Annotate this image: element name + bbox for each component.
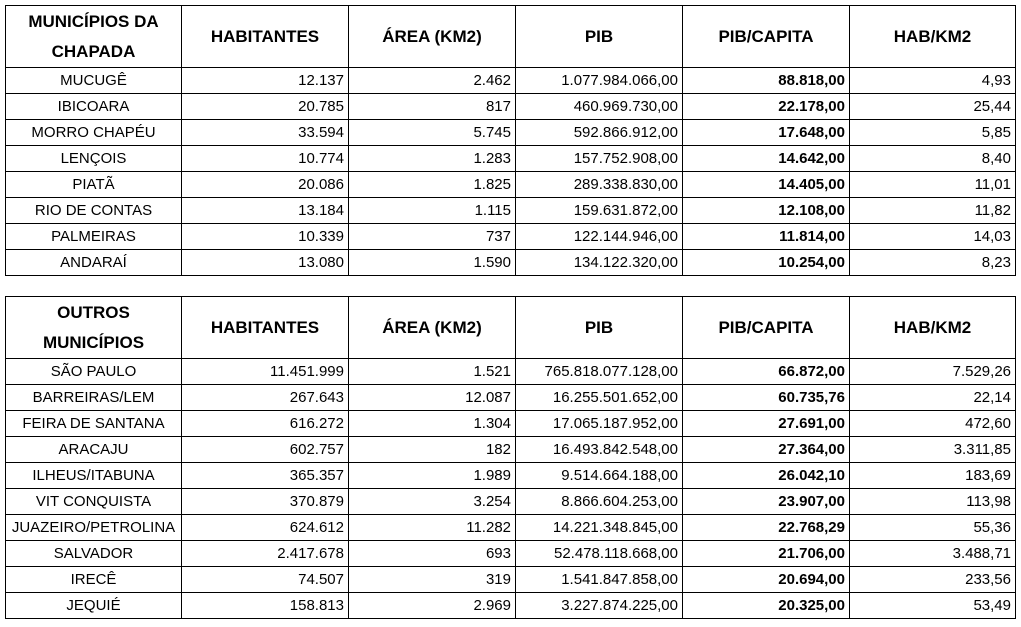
cell-area: 693 bbox=[349, 541, 516, 567]
cell-gdp: 3.227.874.225,00 bbox=[516, 593, 683, 619]
cell-gdp-per-capita: 27.691,00 bbox=[683, 411, 850, 437]
cell-gdp: 134.122.320,00 bbox=[516, 250, 683, 276]
cell-municipality: FEIRA DE SANTANA bbox=[6, 411, 182, 437]
header-row bbox=[6, 297, 1016, 359]
cell-area: 11.282 bbox=[349, 515, 516, 541]
cell-gdp-per-capita: 12.108,00 bbox=[683, 198, 850, 224]
cell-density: 22,14 bbox=[850, 385, 1016, 411]
cell-density: 183,69 bbox=[850, 463, 1016, 489]
table-row bbox=[6, 146, 1016, 172]
cell-municipality: SÃO PAULO bbox=[6, 359, 182, 385]
table-row bbox=[6, 198, 1016, 224]
cell-area: 12.087 bbox=[349, 385, 516, 411]
cell-population: 370.879 bbox=[182, 489, 349, 515]
cell-density: 55,36 bbox=[850, 515, 1016, 541]
cell-area: 737 bbox=[349, 224, 516, 250]
cell-population: 20.785 bbox=[182, 94, 349, 120]
table-row bbox=[6, 250, 1016, 276]
cell-population: 2.417.678 bbox=[182, 541, 349, 567]
cell-area: 182 bbox=[349, 437, 516, 463]
column-header-gdp: PIB bbox=[516, 297, 683, 359]
table-row bbox=[6, 385, 1016, 411]
cell-area: 1.304 bbox=[349, 411, 516, 437]
table-row bbox=[6, 224, 1016, 250]
cell-gdp: 8.866.604.253,00 bbox=[516, 489, 683, 515]
cell-population: 616.272 bbox=[182, 411, 349, 437]
cell-area: 2.462 bbox=[349, 68, 516, 94]
column-header-gdp-per-capita: PIB/CAPITA bbox=[683, 297, 850, 359]
table-row bbox=[6, 120, 1016, 146]
cell-population: 11.451.999 bbox=[182, 359, 349, 385]
cell-municipality: IBICOARA bbox=[6, 94, 182, 120]
cell-density: 3.488,71 bbox=[850, 541, 1016, 567]
cell-gdp-per-capita: 66.872,00 bbox=[683, 359, 850, 385]
table-row bbox=[6, 359, 1016, 385]
cell-area: 5.745 bbox=[349, 120, 516, 146]
cell-density: 5,85 bbox=[850, 120, 1016, 146]
cell-population: 10.339 bbox=[182, 224, 349, 250]
table-row bbox=[6, 515, 1016, 541]
cell-density: 233,56 bbox=[850, 567, 1016, 593]
cell-population: 267.643 bbox=[182, 385, 349, 411]
cell-population: 624.612 bbox=[182, 515, 349, 541]
cell-municipality: SALVADOR bbox=[6, 541, 182, 567]
chapada-municipalities-table bbox=[5, 5, 1016, 276]
cell-gdp: 159.631.872,00 bbox=[516, 198, 683, 224]
cell-density: 53,49 bbox=[850, 593, 1016, 619]
cell-gdp: 122.144.946,00 bbox=[516, 224, 683, 250]
cell-gdp-per-capita: 11.814,00 bbox=[683, 224, 850, 250]
cell-municipality: PIATÃ bbox=[6, 172, 182, 198]
cell-population: 74.507 bbox=[182, 567, 349, 593]
cell-gdp: 9.514.664.188,00 bbox=[516, 463, 683, 489]
cell-gdp: 765.818.077.128,00 bbox=[516, 359, 683, 385]
cell-area: 817 bbox=[349, 94, 516, 120]
cell-gdp-per-capita: 20.694,00 bbox=[683, 567, 850, 593]
cell-gdp: 17.065.187.952,00 bbox=[516, 411, 683, 437]
table-row bbox=[6, 437, 1016, 463]
cell-gdp-per-capita: 22.178,00 bbox=[683, 94, 850, 120]
other-municipalities-table bbox=[5, 296, 1016, 619]
cell-municipality: IRECÊ bbox=[6, 567, 182, 593]
column-header-area: ÁREA (KM2) bbox=[349, 297, 516, 359]
table-row bbox=[6, 411, 1016, 437]
cell-area: 3.254 bbox=[349, 489, 516, 515]
column-header-municipality: MUNICÍPIOS DA CHAPADA bbox=[6, 6, 182, 68]
column-header-area: ÁREA (KM2) bbox=[349, 6, 516, 68]
cell-area: 1.590 bbox=[349, 250, 516, 276]
cell-area: 1.521 bbox=[349, 359, 516, 385]
table-row bbox=[6, 94, 1016, 120]
cell-municipality: ANDARAÍ bbox=[6, 250, 182, 276]
column-header-municipality: OUTROS MUNICÍPIOS bbox=[6, 297, 182, 359]
cell-area: 319 bbox=[349, 567, 516, 593]
cell-gdp-per-capita: 26.042,10 bbox=[683, 463, 850, 489]
cell-population: 10.774 bbox=[182, 146, 349, 172]
cell-density: 113,98 bbox=[850, 489, 1016, 515]
cell-area: 1.989 bbox=[349, 463, 516, 489]
cell-municipality: PALMEIRAS bbox=[6, 224, 182, 250]
cell-density: 7.529,26 bbox=[850, 359, 1016, 385]
cell-municipality: VIT CONQUISTA bbox=[6, 489, 182, 515]
cell-municipality: MUCUGÊ bbox=[6, 68, 182, 94]
cell-gdp-per-capita: 23.907,00 bbox=[683, 489, 850, 515]
column-header-population: HABITANTES bbox=[182, 6, 349, 68]
cell-gdp-per-capita: 17.648,00 bbox=[683, 120, 850, 146]
cell-area: 1.825 bbox=[349, 172, 516, 198]
cell-gdp-per-capita: 21.706,00 bbox=[683, 541, 850, 567]
cell-gdp: 157.752.908,00 bbox=[516, 146, 683, 172]
cell-gdp: 16.493.842.548,00 bbox=[516, 437, 683, 463]
column-header-density: HAB/KM2 bbox=[850, 297, 1016, 359]
cell-density: 25,44 bbox=[850, 94, 1016, 120]
column-header-population: HABITANTES bbox=[182, 297, 349, 359]
cell-gdp-per-capita: 60.735,76 bbox=[683, 385, 850, 411]
column-header-density: HAB/KM2 bbox=[850, 6, 1016, 68]
table-row bbox=[6, 541, 1016, 567]
table-row bbox=[6, 68, 1016, 94]
cell-gdp: 460.969.730,00 bbox=[516, 94, 683, 120]
cell-density: 3.311,85 bbox=[850, 437, 1016, 463]
cell-gdp: 14.221.348.845,00 bbox=[516, 515, 683, 541]
cell-gdp: 592.866.912,00 bbox=[516, 120, 683, 146]
cell-area: 2.969 bbox=[349, 593, 516, 619]
cell-density: 8,23 bbox=[850, 250, 1016, 276]
table-row bbox=[6, 567, 1016, 593]
cell-population: 158.813 bbox=[182, 593, 349, 619]
cell-density: 11,01 bbox=[850, 172, 1016, 198]
cell-municipality: LENÇOIS bbox=[6, 146, 182, 172]
cell-population: 13.080 bbox=[182, 250, 349, 276]
cell-gdp-per-capita: 20.325,00 bbox=[683, 593, 850, 619]
cell-population: 13.184 bbox=[182, 198, 349, 224]
cell-population: 20.086 bbox=[182, 172, 349, 198]
cell-gdp-per-capita: 27.364,00 bbox=[683, 437, 850, 463]
cell-municipality: JEQUIÉ bbox=[6, 593, 182, 619]
table-row bbox=[6, 463, 1016, 489]
cell-municipality: MORRO CHAPÉU bbox=[6, 120, 182, 146]
cell-population: 602.757 bbox=[182, 437, 349, 463]
cell-population: 33.594 bbox=[182, 120, 349, 146]
cell-gdp: 1.077.984.066,00 bbox=[516, 68, 683, 94]
cell-gdp-per-capita: 88.818,00 bbox=[683, 68, 850, 94]
cell-gdp: 16.255.501.652,00 bbox=[516, 385, 683, 411]
cell-density: 8,40 bbox=[850, 146, 1016, 172]
table-row bbox=[6, 489, 1016, 515]
cell-municipality: JUAZEIRO/PETROLINA bbox=[6, 515, 182, 541]
cell-density: 14,03 bbox=[850, 224, 1016, 250]
cell-gdp-per-capita: 14.642,00 bbox=[683, 146, 850, 172]
cell-gdp-per-capita: 22.768,29 bbox=[683, 515, 850, 541]
cell-municipality: ILHEUS/ITABUNA bbox=[6, 463, 182, 489]
cell-municipality: BARREIRAS/LEM bbox=[6, 385, 182, 411]
cell-municipality: ARACAJU bbox=[6, 437, 182, 463]
column-header-gdp: PIB bbox=[516, 6, 683, 68]
cell-population: 12.137 bbox=[182, 68, 349, 94]
cell-density: 11,82 bbox=[850, 198, 1016, 224]
cell-gdp: 289.338.830,00 bbox=[516, 172, 683, 198]
column-header-gdp-per-capita: PIB/CAPITA bbox=[683, 6, 850, 68]
cell-gdp-per-capita: 10.254,00 bbox=[683, 250, 850, 276]
header-row bbox=[6, 6, 1016, 68]
cell-area: 1.115 bbox=[349, 198, 516, 224]
cell-gdp: 1.541.847.858,00 bbox=[516, 567, 683, 593]
cell-density: 472,60 bbox=[850, 411, 1016, 437]
cell-population: 365.357 bbox=[182, 463, 349, 489]
cell-municipality: RIO DE CONTAS bbox=[6, 198, 182, 224]
table-row bbox=[6, 593, 1016, 619]
cell-gdp-per-capita: 14.405,00 bbox=[683, 172, 850, 198]
cell-density: 4,93 bbox=[850, 68, 1016, 94]
table-row bbox=[6, 172, 1016, 198]
cell-area: 1.283 bbox=[349, 146, 516, 172]
cell-gdp: 52.478.118.668,00 bbox=[516, 541, 683, 567]
